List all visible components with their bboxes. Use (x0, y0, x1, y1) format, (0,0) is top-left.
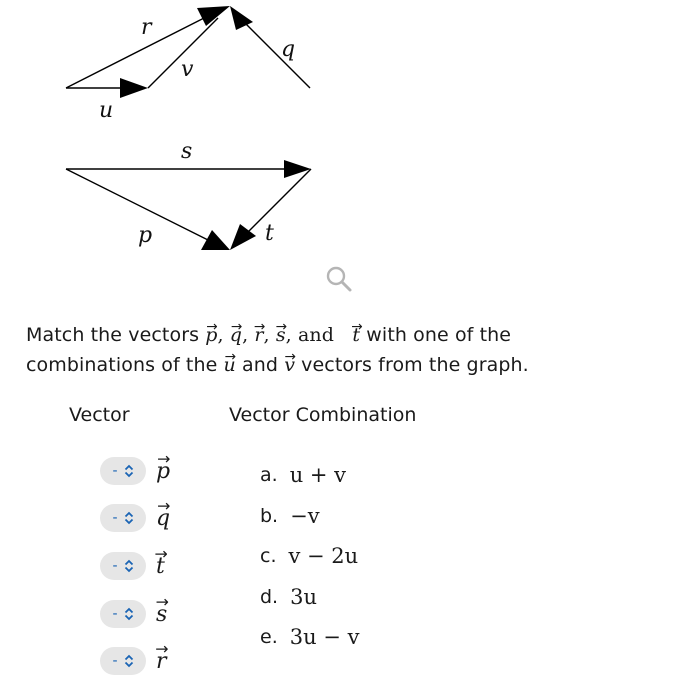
option-letter: e. (260, 626, 278, 648)
prompt-line2-b: vectors from the graph. (295, 354, 529, 376)
match-row-r (100, 646, 167, 676)
label-r: r (141, 15, 152, 40)
vector-q-arrowhead (230, 6, 253, 30)
prompt-vector-u: → u (224, 350, 236, 380)
prompt-intro: Match the vectors (26, 324, 206, 346)
option-expression: 3u (290, 585, 317, 609)
chevron-updown-icon (124, 464, 134, 478)
label-q: q (281, 37, 296, 62)
chevron-updown-icon (124, 654, 134, 668)
match-row-q (100, 503, 170, 533)
option-expression: −v (290, 504, 320, 528)
vector-s-arrowhead (284, 160, 311, 178)
row-vector-label: → p (156, 459, 170, 484)
prompt-vector-t: → t (352, 320, 360, 350)
column-header-combination: Vector Combination (229, 404, 417, 426)
prompt-vector-q: → q (230, 320, 242, 350)
prompt-vector-v: → v (284, 350, 295, 380)
vector-graph (0, 0, 700, 300)
row-vector-label: → r (156, 649, 167, 674)
match-row-p (100, 456, 170, 486)
answer-select-t[interactable] (100, 552, 146, 580)
prompt-vector-s: → s (276, 320, 286, 350)
vector-p-line (66, 169, 208, 240)
row-vector-label: → q (156, 506, 170, 531)
label-u: u (99, 98, 114, 123)
option-letter: a. (260, 464, 278, 486)
prompt-and: and (297, 324, 334, 346)
option-d (260, 582, 317, 612)
option-letter: d. (260, 586, 279, 608)
vector-u-arrowhead (120, 78, 148, 98)
answer-select-q[interactable] (100, 504, 146, 532)
option-letter: c. (260, 545, 277, 567)
chevron-updown-icon (124, 511, 134, 525)
prompt-and2: and (235, 354, 285, 376)
option-expression: 3u − v (289, 625, 360, 649)
row-vector-label: → s (156, 602, 167, 627)
question-prompt: Match the vectors → p, → q, → r, → s, and → t with one of the combinations of the → u and → v vectors from the graph. (26, 320, 686, 380)
answer-select-p[interactable] (100, 457, 146, 485)
select-value: - (112, 606, 118, 622)
vector-q-line (240, 18, 310, 88)
match-row-s (100, 599, 167, 629)
select-value: - (112, 558, 118, 574)
chevron-updown-icon (124, 607, 134, 621)
answer-select-r[interactable] (100, 647, 146, 675)
label-p: p (138, 223, 153, 248)
label-v: v (181, 57, 194, 82)
vector-p-arrowhead (201, 230, 230, 250)
option-e (260, 622, 359, 652)
option-a (260, 460, 346, 490)
zoom-icon[interactable] (325, 265, 353, 293)
option-letter: b. (260, 505, 279, 527)
label-t: t (265, 221, 274, 246)
option-c (260, 541, 358, 571)
match-row-t (100, 551, 165, 581)
option-expression: u + v (289, 463, 347, 487)
select-value: - (112, 510, 118, 526)
answer-select-s[interactable] (100, 600, 146, 628)
option-b (260, 501, 320, 531)
label-s: s (181, 139, 193, 164)
chevron-updown-icon (124, 559, 134, 573)
prompt-tail: with one of the (360, 324, 512, 346)
row-vector-label: → t (156, 554, 165, 579)
column-header-vector: Vector (69, 404, 130, 426)
prompt-line2-a: combinations of the (26, 354, 224, 376)
select-value: - (112, 653, 118, 669)
prompt-vector-r: → r (254, 320, 263, 350)
vector-t-line (248, 169, 311, 232)
select-value: - (112, 463, 118, 479)
prompt-vector-p: → p (205, 320, 217, 350)
option-expression: v − 2u (288, 544, 359, 568)
